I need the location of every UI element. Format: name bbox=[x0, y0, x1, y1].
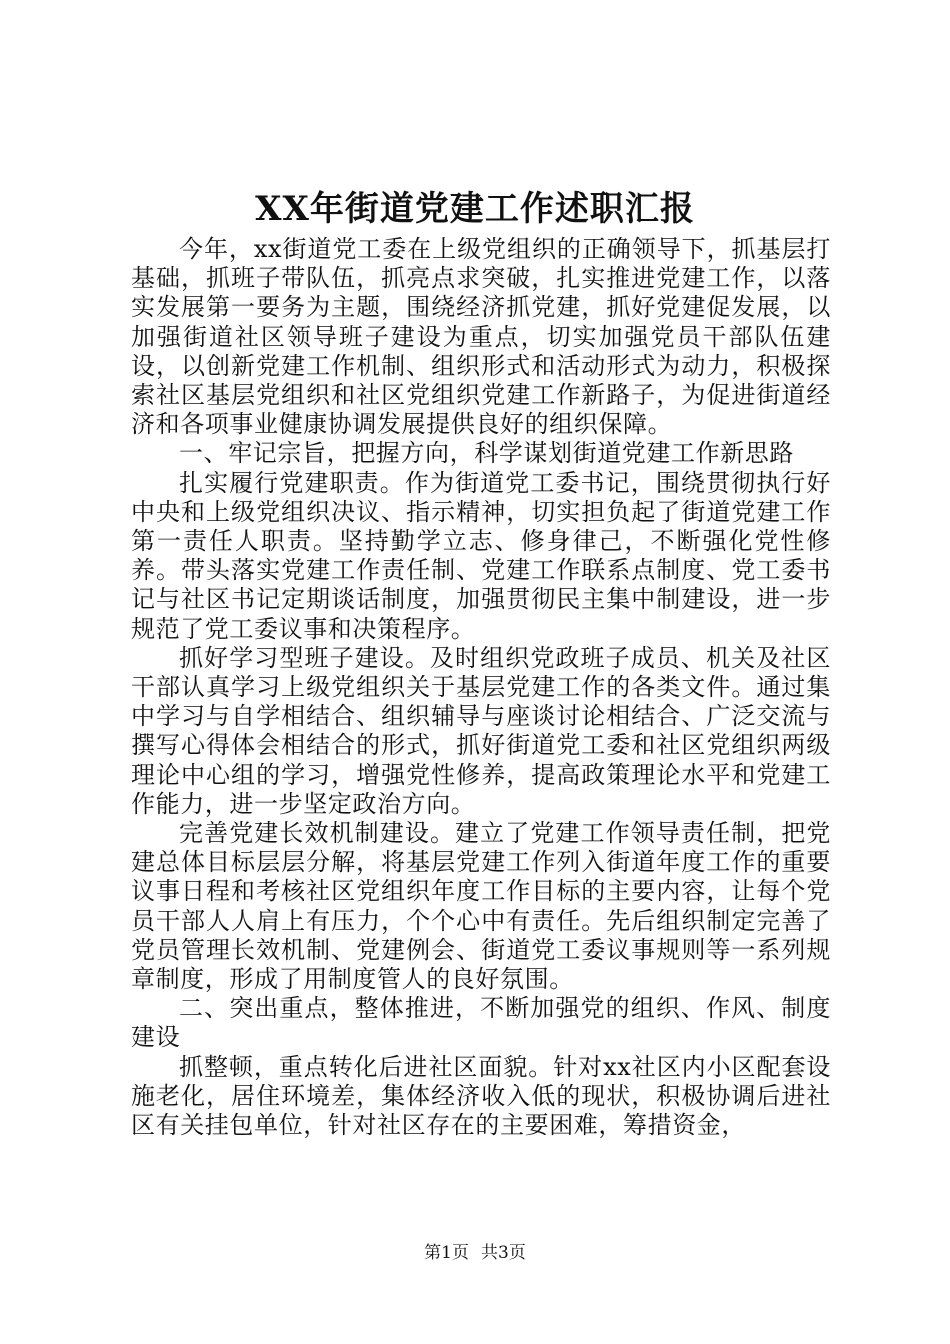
page-number: 第1页 bbox=[424, 1243, 469, 1263]
section-heading-1: 一、牢记宗旨，把握方向，科学谋划街道党建工作新思路 bbox=[179, 439, 794, 468]
document-body bbox=[131, 235, 831, 1140]
page-total: 共3页 bbox=[481, 1243, 526, 1263]
paragraph-duty: 扎实履行党建职责。作为街道党工委书记，围绕贯彻执行好中央和上级党组织决议、指示精神，切实担负起了街道党建工作第一责任人职责。坚持勤学立志、修身律己，不断强化党性修养。带头落实党建工作责任制、党建工作联系点制度、党工委书记与社区书记定期谈话制度，加强贯彻民主集中制建设，进一步规范了党工委议事和决策程序。 bbox=[131, 468, 831, 643]
paragraph-mechanism: 完善党建长效机制建设。建立了党建工作领导责任制，把党建总体目标层层分解，将基层党建工作列入街道年度工作的重要议事日程和考核社区党组织年度工作目标的主要内容，让每个党员干部人人肩上有压力，个个心中有责任。先后组织制定完善了党员管理长效机制、党建例会、街道党工委议事规则等一系列规章制度，形成了用制度管人的良好氛围。 bbox=[131, 819, 831, 994]
paragraph-intro: 今年，xx街道党工委在上级党组织的正确领导下，抓基层打基础，抓班子带队伍，抓亮点求突破，扎实推进党建工作，以落实发展第一要务为主题，围绕经济抓党建，抓好党建促发展，以加强街道社区领导班子建设为重点，切实加强党员干部队伍建设，以创新党建工作机制、组织形式和活动形式为动力，积极探索社区基层党组织和社区党组织党建工作新路子，为促进街道经济和各项事业健康协调发展提供良好的组织保障。 bbox=[131, 235, 831, 439]
paragraph-study: 抓好学习型班子建设。及时组织党政班子成员、机关及社区干部认真学习上级党组织关于基层党建工作的各类文件。通过集中学习与自学相结合、组织辅导与座谈讨论相结合、广泛交流与撰写心得体会相结合的形式，抓好街道党工委和社区党组织两级理论中心组的学习，增强党性修养，提高政策理论水平和党建工作能力，进一步坚定政治方向。 bbox=[131, 643, 831, 818]
paragraph-rectification: 抓整顿，重点转化后进社区面貌。针对xx社区内小区配套设施老化，居住环境差，集体经济收入低的现状，积极协调后进社区有关挂包单位，针对社区存在的主要困难，筹措资金， bbox=[131, 1052, 831, 1140]
section-heading-2: 二、突出重点，整体推进，不断加强党的组织、作风、制度建设 bbox=[131, 994, 831, 1052]
document-title: XX年街道党建工作述职汇报 bbox=[255, 189, 695, 229]
page-footer bbox=[0, 1242, 950, 1264]
